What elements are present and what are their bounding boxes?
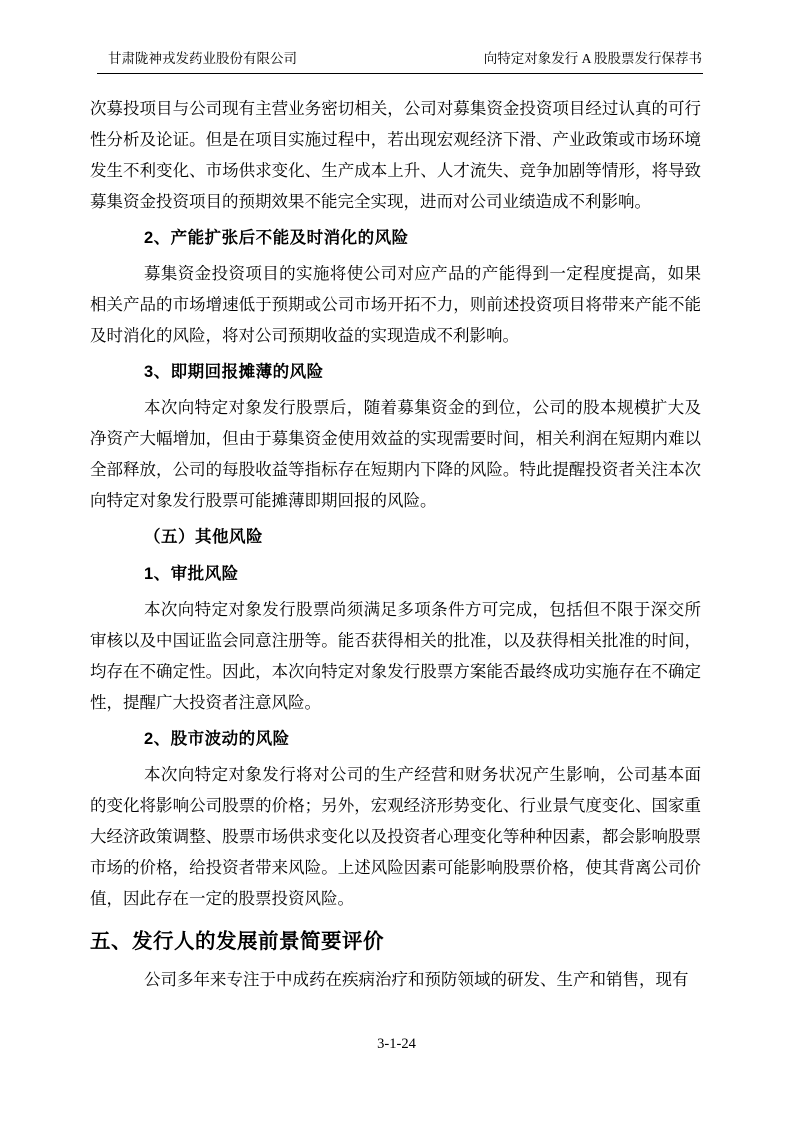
heading-issuer-prospects: 五、发行人的发展前景简要评价 (90, 930, 384, 953)
paragraph-capacity-risk: 募集资金投资项目的实施将使公司对应产品的产能得到一定程度提高，如果相关产品的市场增速低于预期或公司市场开拓不力，则前述投资项目将带来产能不能及时消化的风险，将对公司预期收益的实现造成不利影响。 (90, 264, 701, 345)
page-header (97, 50, 703, 74)
heading-capacity-risk: 2、产能扩张后不能及时消化的风险 (144, 229, 409, 247)
document-body (90, 93, 701, 995)
heading-dilution-risk: 3、即期回报摊薄的风险 (144, 363, 324, 381)
paragraph-issuer-prospects: 公司多年来专注于中成药在疾病治疗和预防领域的研发、生产和销售，现有 (144, 970, 689, 989)
header-doc-title: 向特定对象发行 A 股股票发行保荐书 (483, 51, 702, 66)
page-number: 3-1-24 (377, 1036, 416, 1052)
paragraph-approval-risk: 本次向特定对象发行股票尚须满足多项条件方可完成，包括但不限于深交所审核以及中国证监会同意注册等。能否获得相关的批准，以及获得相关批准的时间，均存在不确定性。因此，本次向特定对象发行股票方案能否最终成功实施存在不确定性，提醒广大投资者注意风险。 (90, 600, 701, 712)
paragraph-fund-project-risk-continuation: 次募投项目与公司现有主营业务密切相关，公司对募集资金投资项目经过认真的可行性分析及论证。但是在项目实施过程中，若出现宏观经济下滑、产业政策或市场环境发生不利变化、市场供求变化、生产成本上升、人才流失、竞争加剧等情形，将导致募集资金投资项目的预期效果不能完全实现，进而对公司业绩造成不利影响。 (90, 99, 701, 211)
paragraph-market-risk: 本次向特定对象发行将对公司的生产经营和财务状况产生影响，公司基本面的变化将影响公司股票的价格；另外，宏观经济形势变化、行业景气度变化、国家重大经济政策调整、股票市场供求变化以及投资者心理变化等种种因素，都会影响股票市场的价格，给投资者带来风险。上述风险因素可能影响股票价格，使其背离公司价值，因此存在一定的股票投资风险。 (90, 765, 701, 908)
heading-approval-risk: 1、审批风险 (144, 565, 239, 583)
heading-market-risk: 2、股市波动的风险 (144, 730, 290, 748)
heading-other-risk: （五）其他风险 (144, 528, 263, 546)
page-footer (0, 1034, 793, 1054)
header-company-name: 甘肃陇神戎发药业股份有限公司 (108, 51, 297, 66)
paragraph-dilution-risk: 本次向特定对象发行股票后，随着募集资金的到位，公司的股本规模扩大及净资产大幅增加，但由于募集资金使用效益的实现需要时间，相关利润在短期内难以全部释放，公司的每股收益等指标存在短期内下降的风险。特此提醒投资者关注本次向特定对象发行股票可能摊薄即期回报的风险。 (90, 398, 701, 510)
